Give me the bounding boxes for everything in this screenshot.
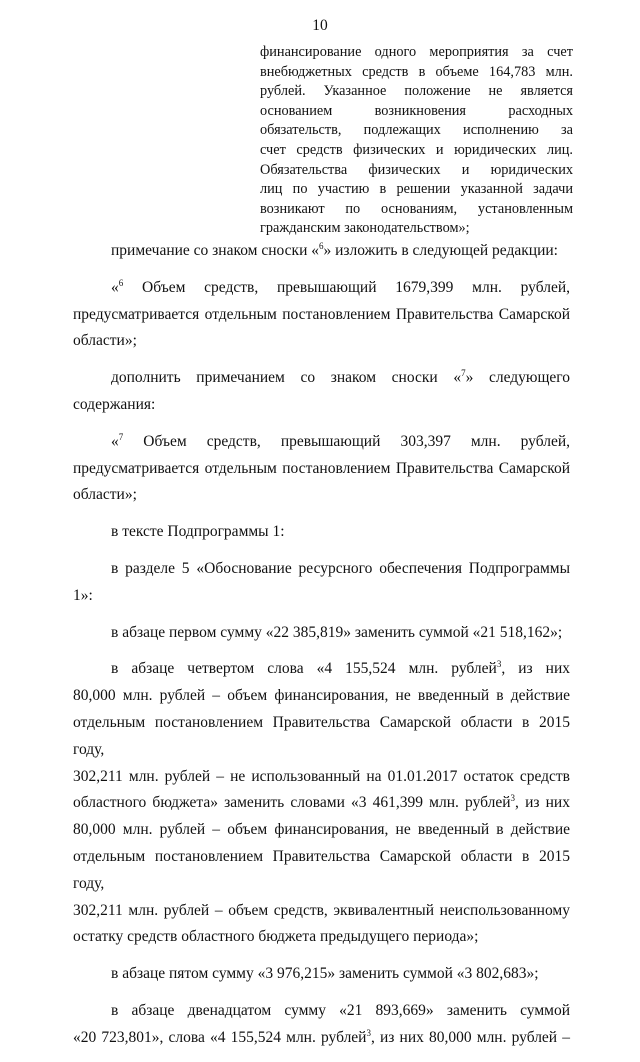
paragraph-line [73,1025,570,1052]
quote-mark: « [111,278,119,296]
paragraph-text: , из них [515,794,570,812]
paragraph-line: остатку средств областного бюджета предыдущего периода»; [73,928,479,946]
page-number: 10 [312,17,328,34]
paragraph-line: предусматривается отдельным постановлением Правительства Самарской [73,305,570,323]
paragraph-footnote-6-text [73,275,570,355]
table-cell-text [260,43,573,239]
paragraph-line: области»; [73,486,137,504]
footnote-mark: 3 [496,659,502,670]
footnote-mark: 6 [118,277,124,288]
paragraph-text: Объем средств, превышающий 303,397 млн. рублей, [123,432,570,450]
paragraph-line: отдельным постановлением Правительства Самарской области в 2015 году, [73,847,570,892]
paragraph-line: 80,000 млн. рублей – объем финансирования, не введенный в действие [73,687,570,705]
footnote-mark: 6 [319,240,324,251]
paragraph-line: отдельным постановлением Правительства Самарской области в 2015 году, [73,713,570,758]
table-line: рублей. Указанное положение не является [260,83,573,100]
paragraph-subprogram: в тексте Подпрограммы 1: [111,523,285,541]
table-line: основанием возникновения расходных [260,102,573,119]
paragraph-text: областного бюджета» заменить словами «3 461,399 млн. рублей [73,794,511,812]
footnote-mark: 3 [510,793,516,804]
paragraph-line: в абзаце двенадцатом сумму «21 893,669» заменить суммой [111,1001,570,1019]
footnote-mark: 7 [461,368,466,379]
footnote-mark: 7 [118,431,124,442]
table-line: финансирование одного мероприятия за счет [260,44,573,60]
document-body [73,238,570,1062]
paragraph-line: 302,211 млн. рублей – объем средств, эквивалентный неиспользованному [73,901,570,919]
table-line: обязательств, подлежащих исполнению за [260,122,573,139]
paragraph-text: дополнить примечанием со знаком сноски « [111,369,462,387]
table-line: гражданским законодательством»; [260,220,470,237]
paragraph-line: предусматривается отдельным постановлением Правительства Самарской [73,459,570,477]
paragraph-line: области»; [73,332,137,350]
paragraph-first-abzac: в абзаце первом сумму «22 385,819» заменить суммой «21 518,162»; [111,623,563,641]
paragraph-text: » изложить в следующей редакции: [323,242,558,259]
paragraph-line [73,429,570,456]
table-line: счет средств физических и юридических лиц. [260,141,573,158]
paragraph-section-5: в разделе 5 «Обоснование ресурсного обеспечения Подпрограммы 1»: [73,559,570,604]
table-line: внебюджетных средств в объеме 164,783 млн. [260,63,573,80]
footnote-mark: 3 [366,1027,371,1038]
paragraph-text: примечание со знаком сноски « [111,242,319,259]
table-line: Обязательства физических и юридических [260,161,573,178]
paragraph-fourth-abzac [73,656,570,951]
paragraph-line [73,656,570,683]
paragraph-text: , из них 80,000 млн. рублей – [370,1028,570,1046]
paragraph-line: 302,211 млн. рублей – не использованный на 01.01.2017 остаток средств [73,767,570,785]
paragraph-text: , из них [501,660,570,678]
paragraph-line: 80,000 млн. рублей – объем финансирования, не введенный в действие [73,821,570,839]
paragraph-line [73,790,570,817]
paragraph-fifth-abzac: в абзаце пятом сумму «3 976,215» заменить суммой «3 802,683»; [111,965,539,983]
paragraph-text: в абзаце четвертом слова «4 155,524 млн. рублей [111,660,497,678]
table-line: лиц по участию в решении указанной задачи [260,181,573,198]
paragraph-footnote-6 [73,238,570,265]
table-line: возникают по основаниям, установленным [260,200,573,217]
paragraph-line [73,275,570,302]
paragraph-text: «20 723,801», слова «4 155,524 млн. рублей [73,1028,367,1046]
paragraph-footnote-7 [73,365,570,419]
quote-mark: « [111,432,119,450]
paragraph-twelfth-abzac [73,998,570,1052]
paragraph-footnote-7-text [73,429,570,509]
paragraph-text: » следующего содержания: [73,369,570,413]
paragraph-text: Объем средств, превышающий 1679,399 млн. рублей, [123,278,570,296]
